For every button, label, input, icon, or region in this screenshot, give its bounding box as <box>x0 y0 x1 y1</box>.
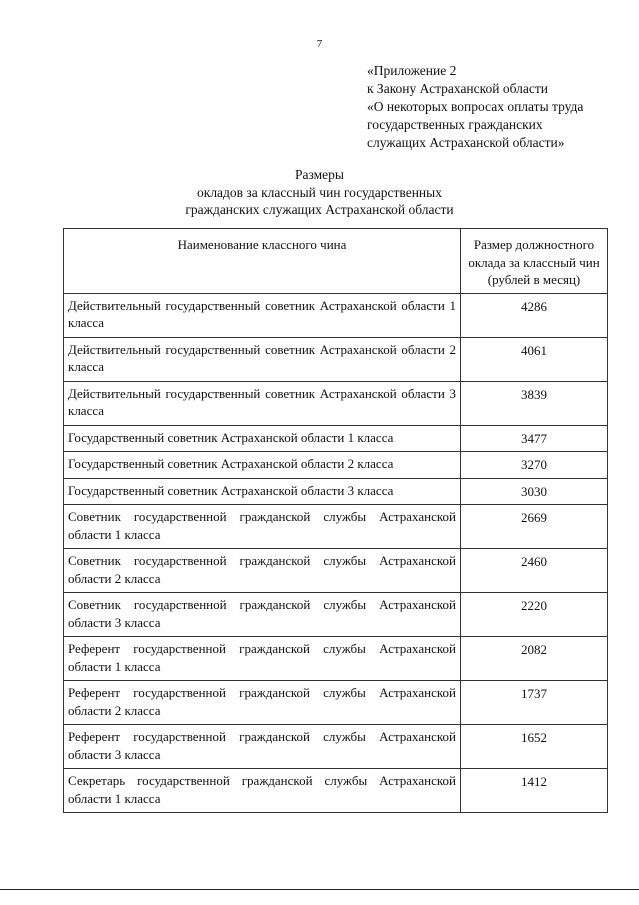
table-row <box>64 425 608 452</box>
rank-name: Государственный советник Астраханской области 2 класса <box>64 452 461 479</box>
salary-value: 2082 <box>461 637 608 681</box>
rank-name: Советник государственной гражданской службы Астраханской области 2 класса <box>64 549 461 593</box>
header-salary: Размер должностного оклада за классный чин (рублей в месяц) <box>461 229 608 294</box>
document-title <box>0 166 639 219</box>
title-line: Размеры <box>295 167 344 182</box>
appendix-line: служащих Астраханской области» <box>367 135 565 150</box>
rank-name: Советник государственной гражданской службы Астраханской области 1 класса <box>64 505 461 549</box>
appendix-line: «Приложение 2 <box>367 63 457 78</box>
appendix-line: к Закону Астраханской области <box>367 81 549 96</box>
rank-name: Действительный государственный советник Астраханской области 3 класса <box>64 381 461 425</box>
table-row <box>64 452 608 479</box>
page-bottom-rule <box>0 889 639 890</box>
rank-name: Советник государственной гражданской службы Астраханской области 3 класса <box>64 593 461 637</box>
salary-value: 3270 <box>461 452 608 479</box>
table-row <box>64 637 608 681</box>
rank-name: Референт государственной гражданской службы Астраханской области 1 класса <box>64 637 461 681</box>
salary-value: 3839 <box>461 381 608 425</box>
rank-name: Референт государственной гражданской службы Астраханской области 2 класса <box>64 681 461 725</box>
table-row <box>64 478 608 505</box>
table-row <box>64 505 608 549</box>
header-rank-name: Наименование классного чина <box>64 229 461 294</box>
table-row <box>64 725 608 769</box>
salary-value: 4061 <box>461 337 608 381</box>
rank-name: Референт государственной гражданской службы Астраханской области 3 класса <box>64 725 461 769</box>
table-row <box>64 769 608 813</box>
table-row <box>64 549 608 593</box>
rank-name: Государственный советник Астраханской области 1 класса <box>64 425 461 452</box>
title-line: окладов за классный чин государственных <box>197 184 442 200</box>
salary-value: 4286 <box>461 293 608 337</box>
table-header-row <box>64 229 608 294</box>
table-row <box>64 681 608 725</box>
salary-value: 2220 <box>461 593 608 637</box>
title-line: гражданских служащих Астраханской области <box>185 202 454 217</box>
salary-value: 1737 <box>461 681 608 725</box>
table-row <box>64 293 608 337</box>
salary-value: 1412 <box>461 769 608 813</box>
salary-value: 3030 <box>461 478 608 505</box>
rank-name: Государственный советник Астраханской области 3 класса <box>64 478 461 505</box>
rank-name: Действительный государственный советник Астраханской области 1 класса <box>64 293 461 337</box>
salary-value: 2669 <box>461 505 608 549</box>
page-number: 7 <box>316 38 323 50</box>
appendix-line: государственных гражданских <box>367 117 543 132</box>
salary-table <box>63 228 608 813</box>
salary-value: 2460 <box>461 549 608 593</box>
salary-value: 3477 <box>461 425 608 452</box>
salary-value: 1652 <box>461 725 608 769</box>
appendix-reference <box>367 62 583 152</box>
appendix-line: «О некоторых вопросах оплаты труда <box>367 99 584 114</box>
rank-name: Секретарь государственной гражданской службы Астраханской области 1 класса <box>64 769 461 813</box>
table-row <box>64 337 608 381</box>
rank-name: Действительный государственный советник Астраханской области 2 класса <box>64 337 461 381</box>
table-row <box>64 381 608 425</box>
table-row <box>64 593 608 637</box>
